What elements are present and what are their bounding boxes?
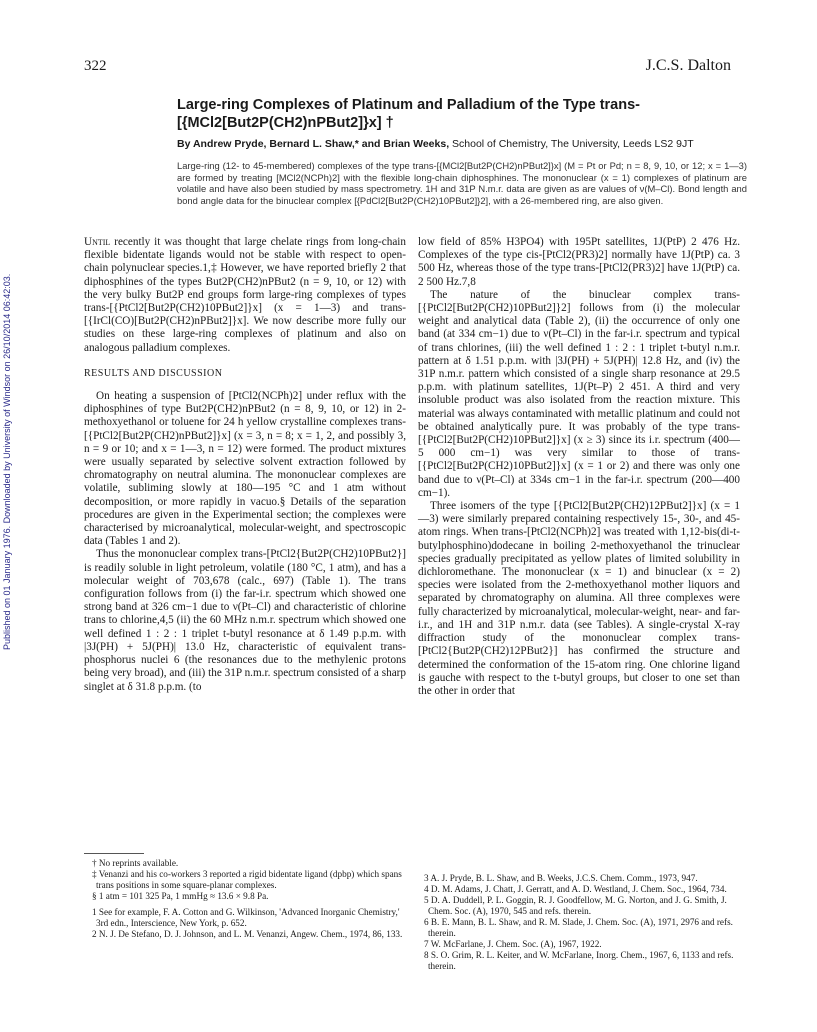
publication-watermark-text: Published on 01 January 1976. Downloaded by University of Windsor on 26/10/2014 06:42:03.	[2, 273, 12, 650]
reference: 7 W. McFarlane, J. Chem. Soc. (A), 1967, 1922.	[424, 939, 602, 949]
right-column	[418, 236, 740, 698]
intro-text: recently it was thought that large chelate rings from long-chain flexible bidentate ligands would not be stable with respect to open-chain polynuclear species.1,‡ However, we have reported briefly 2 that diphosphines of the types But2P(CH2)nPBut2 (n = 9, 10, or 12) with the very bulky But2P end groups form large-ring complexes of types trans-[{PtCl2[But2P(CH2)10PBut2]}x] (x = 1—3) and trans-[{IrCl(CO)[But2P(CH2)nPBut2]}x]. We now describe more fully our studies on these large-ring complexes of platinum and also on analogous palladium complexes.	[84, 236, 406, 354]
section-heading: RESULTS AND DISCUSSION	[84, 367, 223, 379]
intro-lead-word: Until	[84, 236, 111, 248]
author-line	[177, 138, 747, 150]
abstract: Large-ring (12- to 45-membered) complexes of the type trans-[{MCl2[But2P(CH2)nPBut2]}x] (M = Pt or Pd; n = 8, 9, 10, or 12; x = 1—3) are formed by treating [MCl2(NCPh)2] with the flexible long-chain diphosphines. The mononuclear (x = 1) complexes of platinum are volatile and have also been studied by mass spectrometry. 1H and 31P N.m.r. data are given as are values of ν(M–Cl). Bond length and bond angle data for the binuclear complex [{PdCl2[But2P(CH2)10PBut2]}2], with a 26-membered ring, are also given.	[177, 160, 747, 206]
body-paragraph: Thus the mononuclear complex trans-[PtCl2{But2P(CH2)10PBut2}] is readily soluble in light petroleum, volatile (180 °C, 1 atm), and has a molecular weight of 703,678 (calc., 697) (Table 1). The trans configuration follows from (i) the far-i.r. spectrum which showed one strong band at 326 cm−1 due to ν(Pt–Cl) and characteristic of chlorine trans to chlorine,4,5 (ii) the 60 MHz n.m.r. spectrum which showed one well defined 1 : 2 : 1 triplet t-butyl resonance at δ 1.49 p.p.m. with |3J(PH) + 5J(PH)| 13.0 Hz, characteristic of equivalent trans-phosphorus nuclei 6 (the resonances due to the methylenic protons being very broad), and (iii) the 31P n.m.r. spectrum consisted of a sharp singlet at δ 31.8 p.p.m. (to	[84, 548, 406, 693]
journal-name: J.C.S. Dalton	[645, 57, 731, 74]
body-paragraph: On heating a suspension of [PtCl2(NCPh)2] under reflux with the diphosphines of type But2P(CH2)nPBut2 (n = 8, 9, 10, or 12) in 2-methoxyethanol or toluene for 24 h yellow crystalline complexes trans-[{PtCl2[But2P(CH2)nPBut2]}x] (x = 3, n = 8; x = 1, 2, and possibly 3, n = 9 or 10; and x = 1—3, n = 12) were formed. The product mixtures were usually separated by selective solvent extraction followed by chromatography on neutral alumina. The mononuclear complexes are volatile, subliming slowly at 180—195 °C and 1 atm without decomposition, or more rapidly in vacuo.§ Details of the separation procedures are given in the Experimental section; the complexes were characterised by microanalytical, molecular-weight, and spectroscopic data (Tables 1 and 2).	[84, 390, 406, 548]
reference: 8 S. O. Grim, R. L. Keiter, and W. McFarlane, Inorg. Chem., 1967, 6, 1133 and refs. therein.	[424, 950, 734, 971]
reference: 4 D. M. Adams, J. Chatt, J. Gerratt, and A. D. Westland, J. Chem. Soc., 1964, 734.	[424, 884, 727, 894]
reference: 3 A. J. Pryde, B. L. Shaw, and B. Weeks, J.C.S. Chem. Comm., 1973, 947.	[424, 873, 698, 883]
reference: 2 N. J. De Stefano, D. J. Johnson, and L. M. Venanzi, Angew. Chem., 1974, 86, 133.	[92, 929, 403, 939]
left-column	[84, 236, 406, 694]
body-paragraph: Three isomers of the type [{PtCl2[But2P(CH2)12PBut2]}x] (x = 1—3) were similarly prepared containing respectively 15-, 30-, and 45-atom rings. When trans-[PtCl2(NCPh)2] was treated with 1,12-bis(di-t-butylphosphino)dodecane in boiling 2-methoxyethanol the trinuclear species gradually precipitated as yellow plates of limited solubility in dichloromethane. The mononuclear (x = 1) and binuclear (x = 2) species were isolated from the 2-methoxyethanol mother liquors and separated by chromatography on alumina. All three complexes were fully characterized by microanalytical, molecular-weight, near- and far-i.r., and 1H and 31P n.m.r. data (see Tables). A single-crystal X-ray diffraction study of the mononuclear complex trans-[PtCl2{But2P(CH2)12PBut2}] has confirmed the structure and determined the conformation of the 15-atom ring. One chlorine ligand is gauche with respect to the t-butyl groups, but closer to one set than the other in order that	[418, 500, 740, 697]
author-affiliation: School of Chemistry, The University, Leeds LS2 9JT	[452, 138, 694, 150]
references	[418, 873, 740, 972]
footnote: § 1 atm = 101 325 Pa, 1 mmHg ≈ 13.6 × 9.8 Pa.	[92, 891, 269, 901]
article-title-line-2: [{MCl2[But2P(CH2)nPBut2]}x] †	[177, 115, 394, 131]
intro-paragraph	[84, 236, 406, 355]
body-paragraph: The nature of the binuclear complex trans-[{PtCl2[But2P(CH2)10PBut2]}2] follows from (i) the molecular weight and analytical data (Table 2), (ii) the occurrence of only one band (at 334 cm−1) due to ν(Pt–Cl) in the far-i.r. spectrum and typical of trans chlorines, (iii) the well defined 1 : 2 : 1 triplet t-butyl n.m.r. pattern at δ 1.51 p.p.m. with |3J(PH) + 5J(PH)| 12.8 Hz, and (iv) the 31P n.m.r. pattern which consisted of a single sharp resonance at 29.5 p.p.m. with platinum satellites, 1J(Pt–P) 2 451. A third and very insoluble product was also isolated from the reaction mixture. This material was always contaminated with metallic platinum and could not be obtained analytically pure. It was probably of the type trans-[{PtCl2[But2P(CH2)10PBut2]}x] (x ≥ 3) since its i.r. spectrum (400—5 000 cm−1) was very similar to those of trans-[{PtCl2[But2P(CH2)10PBut2]}x] (x = 1 or 2) and there was only one band due to ν(Pt–Cl) at 334s cm−1 in the far-i.r. spectrum (200—400 cm−1).	[418, 288, 740, 499]
reference: 6 B. E. Mann, B. L. Shaw, and R. M. Slade, J. Chem. Soc. (A), 1971, 2976 and refs. therein.	[424, 917, 733, 938]
body-paragraph: low field of 85% H3PO4) with 195Pt satellites, 1J(PtP) 2 476 Hz. Complexes of the type cis-[PtCl2(PR3)2] normally have 1J(PtP) ca. 3 500 Hz, whereas those of the type trans-[PtCl2(PR3)2] have 1J(PtP) ca. 2 500 Hz.7,8	[418, 236, 740, 288]
author-names: By Andrew Pryde, Bernard L. Shaw,* and Brian Weeks,	[177, 138, 450, 150]
article-title-line-1: Large-ring Complexes of Platinum and Palladium of the Type trans-	[177, 97, 640, 113]
footnote-divider	[84, 853, 144, 854]
reference: 5 D. A. Duddell, P. L. Goggin, R. J. Goodfellow, M. G. Norton, and J. G. Smith, J. Chem. Soc. (A), 1970, 545 and refs. therein.	[424, 895, 727, 916]
reference: 1 See for example, F. A. Cotton and G. Wilkinson, 'Advanced Inorganic Chemistry,' 3rd edn., Interscience, New York, p. 652.	[92, 907, 400, 928]
page-number: 322	[84, 58, 107, 74]
footnote: † No reprints available.	[92, 858, 179, 868]
footnote: ‡ Venanzi and his co-workers 3 reported a rigid bidentate ligand (dpbp) which spans trans positions in some square-planar complexes.	[92, 869, 402, 890]
publication-watermark	[2, 180, 16, 650]
footnotes	[84, 858, 406, 940]
article-title	[177, 96, 737, 132]
